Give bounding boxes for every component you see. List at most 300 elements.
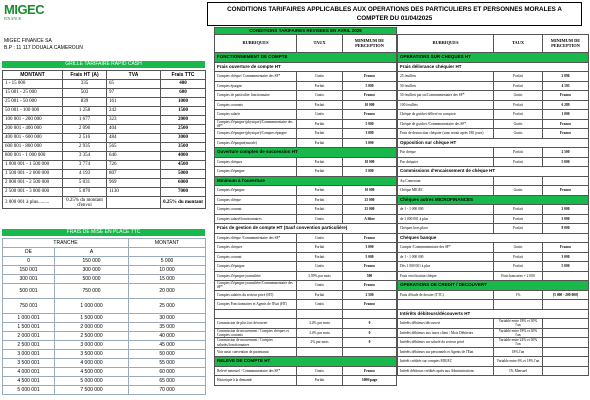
minimum-cell: [5 000 - 200 000] [543,290,589,300]
taux-cell: Forfait [494,214,543,224]
section-row [398,138,589,148]
rubrique-cell: Intérêts débiteurs/découvert [398,319,494,329]
section-title: FONCTIONNEMENT DE COMPTE [215,53,397,63]
col-frais-ttc: Frais TTC [161,71,206,80]
rubrique-cell: Comptes épargne [215,81,297,91]
taux-cell: Forfait [494,81,543,91]
tranche-de-cell: 750 001 [3,299,55,314]
taux-cell: Gratis [494,243,543,253]
taux-cell: Gratis [297,281,343,291]
col-tranche: TRANCHE [3,239,129,248]
table-row [3,299,206,314]
rubrique-cell: Chèque de guichet /Commmmentaire des SF* [398,119,494,129]
tranche-a-cell: 150 000 [55,257,129,266]
minimum-cell: 5 000 [543,157,589,167]
table-row [3,116,206,125]
col-tva: TVA [107,71,161,80]
table-row [215,72,397,82]
frais-ttc-cell: 4000 [161,152,206,161]
taux-cell: Variable entre 18% et 30% l'an [494,328,543,338]
minimum-cell: 2 500 [543,148,589,158]
table-row [398,243,589,253]
taux-cell: Forfait [297,81,343,91]
table-row [3,134,206,143]
taux-cell: Forfait [297,129,343,139]
rubrique-cell: Intérêts débiteurs aux taxes client / Mois Débiteurs [398,328,494,338]
table-row [398,129,589,139]
taux-cell: Forfait [297,290,343,300]
montant-cell: 15 001 - 25 000 [3,89,63,98]
rubrique-cell: Intérêt débiteurs crédités après aux Administrations [398,366,494,376]
table-row [3,323,206,332]
frais-ttc-cell: 1000 [161,98,206,107]
rubrique-cell: Comptes de particulier fonctionnaire [215,91,297,101]
rubrique-cell: Frais d'étude de dossier (TTC) [398,290,494,300]
table-row [3,188,206,197]
table-row [398,252,589,262]
tranche-de-cell: 2 500 001 [3,341,55,350]
tranche-de-cell: 150 001 [3,266,55,275]
fee-amount-cell: 70 000 [129,386,206,395]
frais-ttc-cell: 7000 [161,188,206,197]
company-address: B.P : 11 117 DOUALA CAMEROUN [4,45,83,51]
table-row [215,214,397,224]
col-rubriques: RUBRIQUES [215,35,297,53]
frais-ht-cell: 3 774 [63,161,107,170]
section-title: Intérêts débiteurs/découverts HT [398,309,589,319]
minimum-cell: 2 000 [543,205,589,215]
table-row [398,347,589,357]
section-row [398,167,589,177]
minimum-cell: Franco [543,129,589,139]
taux-cell: Forfait [494,252,543,262]
table-row [3,125,206,134]
taux-cell: 3.59% par mois [297,271,343,281]
section-row [398,53,589,63]
col-taux-right: TAUX [494,35,543,53]
table-row [215,100,397,110]
minimum-cell: Franco [343,300,397,310]
minimum-cell [543,338,589,348]
frais-ht-cell: 1 258 [63,107,107,116]
frais-ttc-cell: 2500 [161,125,206,134]
taux-cell: Forfait [494,100,543,110]
taux-cell: Forfait [297,205,343,215]
tranche-a-cell: 3 500 000 [55,350,129,359]
col-de: DE [3,248,55,257]
rubrique-cell: Intérêts débiteurs sur personnels et Agents de l'Etat [398,347,494,357]
table-row [398,271,589,281]
tranche-de-cell: 4 000 001 [3,368,55,377]
minimum-cell [543,271,589,281]
minimum-cell: 10 000 [343,186,397,196]
tva-cell: 404 [107,125,161,134]
tranche-de-cell: 1 500 001 [3,323,55,332]
rubrique-cell: Comptes chèque/ Commmmentaire des SF* [215,72,297,82]
company-info [4,38,83,52]
tva-cell: 97 [107,89,161,98]
minimum-cell: 3 000 [343,243,397,253]
rubrique-cell: Comptes d'épargne journalière/Commmmentaire des SF* [215,281,297,291]
fee-amount-cell: 10 000 [129,266,206,275]
revision-band: CONDITIONS TARIFAIRES REVISEES EN AVRIL 2025 [215,28,397,35]
taux-cell: 3.4% par mois [297,328,343,338]
fee-amount-cell: 30 000 [129,314,206,323]
rapid-cash-header [3,71,206,80]
minimum-cell: 500 [343,271,397,281]
table-row [3,368,206,377]
montant-cell: 2 500 001 - 3 000 000 [3,188,63,197]
table-row [215,81,397,91]
table-row [215,129,397,139]
table-row [215,338,397,348]
montant-cell: 1 500 001 - 2 000 000 [3,170,63,179]
rubrique-cell: Frais certification chèque [398,271,494,281]
tva-cell: 484 [107,134,161,143]
tranche-a-cell: 7 500 000 [55,386,129,395]
section-title: Ouverture comptes de succession HT [215,148,397,158]
table-row [398,157,589,167]
tva-cell: 1130 [107,188,161,197]
taux-cell: Gratis [297,300,343,310]
tranche-de-cell: 3 500 001 [3,359,55,368]
rubrique-cell: Comptes chèques [215,243,297,253]
table-row [215,119,397,129]
table-row [3,98,206,107]
col-minimum-right: MINIMUM DE PERCEPTION [543,35,589,53]
table-row [398,205,589,215]
tva-cell: 807 [107,170,161,179]
table-row [215,262,397,272]
document-title [207,2,582,26]
tranche-de-cell: 1 000 001 [3,314,55,323]
taux-cell: 2% par mois [297,338,343,348]
minimum-cell: 6 289 [543,100,589,110]
tva-cell: 242 [107,107,161,116]
section-row [398,62,589,72]
section-title: Frais délivrance chéquier HT [398,62,589,72]
rubrique-cell: 50 feuillets par ou/Commmmentaire des SF* [398,91,494,101]
rubrique-cell: Comptes d'épargne [215,262,297,272]
rubrique-cell: de 1 - 1 000 000 [398,205,494,215]
taux-cell: Gratis [297,214,343,224]
table-row [3,359,206,368]
fee-amount-cell: 60 000 [129,368,206,377]
frais-ht-cell: 5 031 [63,179,107,188]
table-row [3,161,206,170]
frais-ttc-cell: 4500 [161,161,206,170]
table-row [398,176,589,186]
rubrique-cell: Comptes courant [215,205,297,215]
frais-ht-cell: 0.25% du montant d'envoi [63,197,107,209]
table-row [215,157,397,167]
taux-cell: Gratis [494,129,543,139]
frais-ht-cell: 1 677 [63,116,107,125]
section-row [215,148,397,158]
col-taux: TAUX [297,35,343,53]
minimum-cell: 2 500 [343,290,397,300]
taux-cell: Gratis [297,110,343,120]
table-row [398,300,589,310]
minimum-cell: 5 000 [343,81,397,91]
fee-amount-cell: 55 000 [129,359,206,368]
minimum-cell: 1 000 [543,110,589,120]
table-row [215,347,397,357]
rubrique-cell: Intérêt crédités sur comptes MIGEC [398,357,494,367]
minimum-cell: 1000/page [343,376,397,386]
section-row [398,233,589,243]
minimum-cell [543,357,589,367]
section-title: Commissions d'encaissement de chèque HT [398,167,589,177]
frais-ttc-cell: 3000 [161,134,206,143]
fees-subheader [3,248,206,257]
fees-header [3,239,206,248]
rubrique-cell: Dès 1 000 001 à plus [398,262,494,272]
taux-cell: Variable entre 24% et 30% l'an [494,338,543,348]
minimum-cell: A libre [343,214,397,224]
table-row [215,309,397,319]
rubrique-cell: 100 feuillets [398,100,494,110]
minimum-cell: 5 000 [543,262,589,272]
company-name: MIGEC FINANCE SA [4,38,52,44]
frais-ht-cell: 2 516 [63,134,107,143]
section-title: Frais ouverture de compte HT [215,62,397,72]
table-row [398,186,589,196]
logo-brand: MIGEC [4,2,45,17]
montant-cell: 100 001 - 200 000 [3,116,63,125]
table-row [215,366,397,376]
migec-logo [4,3,44,25]
taux-cell: Forfait [297,376,343,386]
minimum-cell [343,309,397,319]
table-row [215,300,397,310]
table-row [398,366,589,376]
minimum-cell [543,347,589,357]
minimum-cell: 5 000 [343,252,397,262]
section-title: Chèques banque [398,233,589,243]
taux-cell: Forfait [494,224,543,234]
minimum-cell: Franco [343,366,397,376]
rubrique-cell: 25 feuillets [398,72,494,82]
rubrique-cell: Intérêts débiteurs sur salarié du secteur privé [398,338,494,348]
rubrique-cell: Comptes d'épargne [215,167,297,177]
table-row [3,197,206,209]
table-row [398,224,589,234]
tranche-a-cell: 500 000 [55,275,129,284]
tranche-a-cell: 750 000 [55,284,129,299]
tranche-de-cell: 300 001 [3,275,55,284]
table-row [215,271,397,281]
minimum-cell [543,366,589,376]
table-row [215,252,397,262]
rubrique-cell: Comptes chèque [215,195,297,205]
rapid-cash-title: GRILLE TARIFAIRE RAPID CASH [2,61,205,68]
taux-cell: Variable entre 6% et 18% l'an [494,357,543,367]
table-row [398,357,589,367]
table-row [398,214,589,224]
frais-ht-cell: 3 354 [63,152,107,161]
rubrique-cell: Comptes courants [215,100,297,110]
rubrique-cell: Comptes salarie [215,110,297,120]
rubrique-cell: Chèque de guichet délivré en comptoir [398,110,494,120]
fee-amount-cell: 15 000 [129,275,206,284]
montant-cell: 800 001 - 1 000 000 [3,152,63,161]
col-fee-montant: MONTANT [129,239,206,248]
section-title: Chèques autres MICROFINANCES [398,195,589,205]
frais-ttc-cell: 2000 [161,116,206,125]
fee-amount-cell: 25 000 [129,299,206,314]
frais-ht-cell: 335 [63,80,107,89]
table-row [398,100,589,110]
taux-cell: Gratis [297,233,343,243]
tva-cell: 565 [107,143,161,152]
col-frais-ht: Frais HT (A) [63,71,107,80]
rubrique-cell: Par chèque [398,148,494,158]
table-row [398,328,589,338]
taux-cell: Forfait [297,252,343,262]
tranche-a-cell: 2 000 000 [55,323,129,332]
table-row [3,143,206,152]
table-row [215,205,397,215]
taux-cell: Variable entre 18% et 30% l'an [494,319,543,329]
table-row [215,91,397,101]
frais-ttc-cell: 0.25% du montant [161,197,206,209]
taux-cell: Gratis [494,91,543,101]
montant-cell: 3 000 001 à plus......... [3,197,63,209]
rubrique-cell: Comptes d'épargne journalière [215,271,297,281]
rubrique-cell: de 1 - 1 000 000 [398,252,494,262]
minimum-cell [543,328,589,338]
fee-amount-cell: 35 000 [129,323,206,332]
taux-cell: Forfait [297,186,343,196]
section-row [398,309,589,319]
table-row [215,138,397,148]
table-row [215,186,397,196]
section-row [215,62,397,72]
tranche-a-cell: 4 500 000 [55,368,129,377]
montant-cell: 600 001 - 800 000 [3,143,63,152]
minimum-cell: 4 193 [543,81,589,91]
table-row [215,290,397,300]
taux-cell: Forfait [494,157,543,167]
table-row [215,167,397,177]
rubrique-cell: 50 feuillets [398,81,494,91]
rubrique-cell: Frais de destruction chéquier (sans retrait après 180 jours) [398,129,494,139]
taux-cell: Gratis [297,366,343,376]
minimum-cell: 25 000 [343,205,397,215]
title-line-1: CONDITIONS TARIFAIRES APPLICABLES AUX OPERATIONS DES PARTICULIERS ET PERSONNES MORALES A [227,6,562,13]
section-row [398,195,589,205]
fee-amount-cell: 65 000 [129,377,206,386]
tranche-de-cell: 500 001 [3,284,55,299]
minimum-cell: 5 000 [343,167,397,177]
col-minimum: MINIMUM DE PERCEPTION [343,35,397,53]
frais-ht-cell: 4 193 [63,170,107,179]
table-row [398,290,589,300]
minimum-cell: 2 096 [543,72,589,82]
table-row [3,284,206,299]
col-a: A [55,248,129,257]
montant-cell: 1 - 15 000 [3,80,63,89]
montant-cell: 50 001 - 100 000 [3,107,63,116]
rubrique-cell: Chèque MIGEC [398,186,494,196]
fees-table [2,238,206,395]
minimum-cell: Franco [543,91,589,101]
col-rubriques-right: RUBRIQUES [398,35,494,53]
rubrique-cell: Relevé mensuel / Commmmentaire des SF* [215,366,297,376]
title-line-2: COMPTER DU 01/04/2025 [356,15,433,22]
rubrique-cell: Comptes d'épargne (physique)/Comptes épargne [215,129,297,139]
rubrique-cell: Comptes d'épargne [215,186,297,196]
minimum-cell: Franco [343,281,397,291]
table-row [398,262,589,272]
taux-cell: 3.4% par mois [297,319,343,329]
minimum-cell: Franco [343,91,397,101]
rubrique-cell: Compte /Commmmentaire des SF* [398,243,494,253]
montant-cell: 400 001 - 600 000 [3,134,63,143]
section-title: OPERATIONS DE CREDIT / DECOUVERT [398,281,589,291]
rubrique-cell: de 1 000 001 à plus [398,214,494,224]
table-row [215,319,397,329]
taux-cell: Forfait [297,119,343,129]
taux-cell [297,347,343,357]
taux-cell: Gratis [494,186,543,196]
taux-cell: Forfait [297,195,343,205]
fee-amount-cell: 20 000 [129,284,206,299]
tva-cell: 969 [107,179,161,188]
rubrique-cell [215,309,297,319]
tranche-a-cell: 5 000 000 [55,377,129,386]
rubrique-cell: Par chéquier [398,157,494,167]
rubrique-cell: Chèques hors place [398,224,494,234]
table-row [3,350,206,359]
minimum-cell: 0 [343,338,397,348]
table-row [3,341,206,350]
table-row [215,376,397,386]
rubrique-cell: Comptes salarié/fonctionnaires [215,214,297,224]
table-row [215,281,397,291]
rubrique-cell: Comptes salaires du secteur privé (HT) [215,290,297,300]
tranche-a-cell: 1 500 000 [55,314,129,323]
minimum-cell: 0 [343,319,397,329]
tranche-de-cell: 2 000 001 [3,332,55,341]
fees-title: FRAIS DE MISE EN PLACE TTC [2,229,205,236]
rapid-cash-table [2,70,206,209]
minimum-cell: Franco [343,233,397,243]
frais-ht-cell: 503 [63,89,107,98]
table-row [3,89,206,98]
table-row [398,110,589,120]
table-row [3,257,206,266]
table-row [3,179,206,188]
rubrique-cell: Comptes d'épargne (physique)/Commmmentaire des SF* [215,119,297,129]
table-row [3,377,206,386]
minimum-cell: 5 000 [343,119,397,129]
section-title: Minimum à l'ouverture [215,176,397,186]
taux-cell: Gratis [297,91,343,101]
minimum-cell: Franco [543,119,589,129]
frais-ttc-cell: 600 [161,89,206,98]
taux-cell [297,309,343,319]
rubrique-cell: Historique à la demande [215,376,297,386]
table-row [398,148,589,158]
rubrique-cell: Voir aussi convention de partenariat [215,347,297,357]
taux-cell [494,176,543,186]
minimum-cell [543,176,589,186]
table-row [398,91,589,101]
fee-amount-cell: 50 000 [129,350,206,359]
section-title: Frais de gestion de compte HT (Sauf convention particulière) [215,224,397,234]
